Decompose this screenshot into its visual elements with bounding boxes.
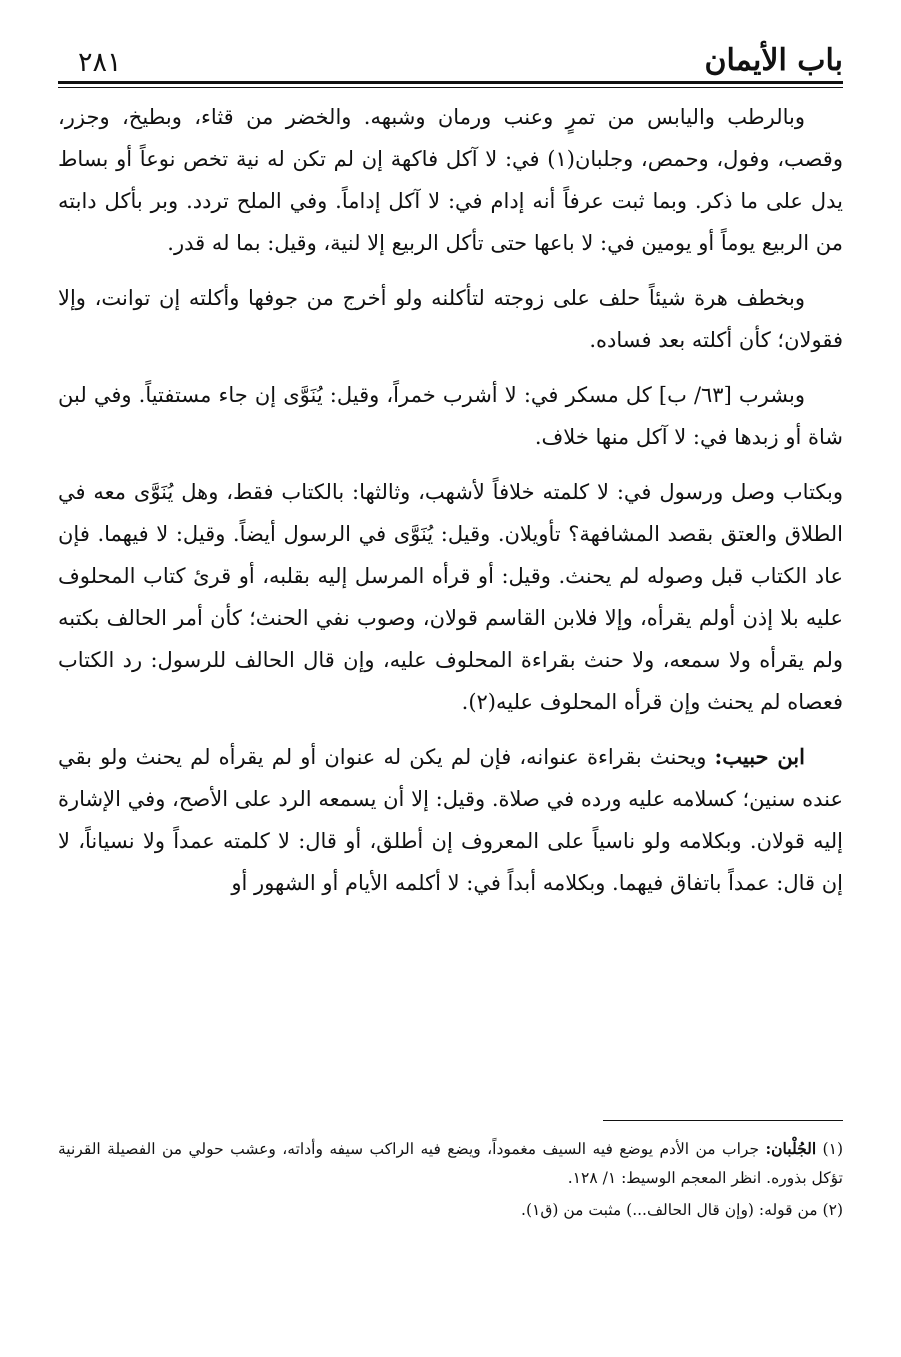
paragraph-text: وبشرب [٦٣/ ب] كل مسكر في: لا أشرب خمراً، وقيل: يُنَوَّى إن جاء مستفتياً. وفي لبن شاة أو زبدها في: لا آكل منها خلاف. — [58, 383, 843, 449]
chapter-title: باب الأيمان — [704, 43, 843, 78]
paragraph-4 — [58, 471, 843, 723]
footnote-2 — [58, 1195, 843, 1225]
page-header — [58, 30, 843, 76]
footnote-1 — [58, 1134, 843, 1193]
paragraph-lead: ابن حبيب: — [714, 744, 805, 769]
footnote-term: الجُلْبان: — [765, 1139, 817, 1158]
footnote-number: (١) — [822, 1140, 843, 1158]
paragraph-text: ويحنث بقراءة عنوانه، فإن لم يكن له عنوان أو لم يقرأه لم يحنث ولو بقي عنده سنين؛ كسلامه عليه ورده في صلاة. وقيل: إلا أن يسمعه الرد على الأصح، وفي الإشارة إليه قولان. وبكلامه ولو ناسياً على المعروف إن أطلق، أو قال: لا كلمته عمداً ولا نسياناً، لا إن قال: عمداً باتفاق فيهما. وبكلامه أبداً في: لا أكلمه الأيام أو الشهور أو — [58, 745, 843, 895]
footnote-divider — [603, 1120, 843, 1121]
paragraph-1 — [58, 96, 843, 264]
page-number: ٢٨١ — [78, 47, 122, 78]
header-rule-thick — [58, 81, 843, 84]
paragraph-3 — [58, 374, 843, 458]
paragraph-text: وبالرطب واليابس من تمرٍ وعنب ورمان وشبهه. والخضر من قثاء، وبطيخ، وجزر، وقصب، وفول، وحمص، وجلبان(١) في: لا آكل فاكهة إن لم تكن له نية تخص نوعاً أو بساط يدل على ما ذكر. وبما ثبت عرفاً أنه إدام في: لا آكل إداماً. وفي الملح تردد. وبر بأكل دابته من الربيع يوماً أو يومين في: لا باعها حتى تأكل الربيع إلا لنية، وقيل: بما له قدر. — [58, 105, 843, 255]
paragraph-text: وبخطف هرة شيئاً حلف على زوجته لتأكلنه ولو أخرج من جوفها وأكلته إن توانت، وإلا فقولان؛ كأن أكلته بعد فساده. — [58, 286, 843, 352]
footnote-text: جراب من الأدم يوضع فيه السيف مغموداً، ويضع فيه الراكب سيفه وأداته، وعشب حولي من الفصيلة القرنية تؤكل بذوره. انظر المعجم الوسيط: ١/ ١٢٨. — [58, 1140, 843, 1187]
footnote-text: من قوله: (وإن قال الحالف...) مثبت من (ق١). — [521, 1201, 823, 1219]
paragraph-5 — [58, 736, 843, 904]
footnote-number: (٢) — [822, 1201, 843, 1219]
book-page — [58, 0, 843, 1357]
footnotes — [58, 1134, 843, 1227]
paragraph-2 — [58, 277, 843, 361]
main-text — [58, 96, 843, 917]
paragraph-text: وبكتاب وصل ورسول في: لا كلمته خلافاً لأشهب، وثالثها: بالكتاب فقط، وهل يُنَوَّى معه في الطلاق والعتق بقصد المشافهة؟ تأويلان. وقيل: يُنَوَّى في الرسول أيضاً. وقيل: لا فيهما. فإن عاد الكتاب قبل وصوله لم يحنث. وقيل: أو قرأه المرسل إليه بقلبه، أو قرئ كتاب المحلوف عليه بلا إذن أولم يقرأه، وإلا فلابن القاسم قولان، وصوب نفي الحنث؛ كأن أمر الحالف بكتبه ولم يقرأه ولا سمعه، ولا حنث بقراءة المحلوف عليه، وإن قال الحالف للرسول: رد الكتاب فعصاه لم يحنث وإن قرأه المحلوف عليه(٢). — [58, 480, 843, 714]
header-rule-thin — [58, 87, 843, 88]
